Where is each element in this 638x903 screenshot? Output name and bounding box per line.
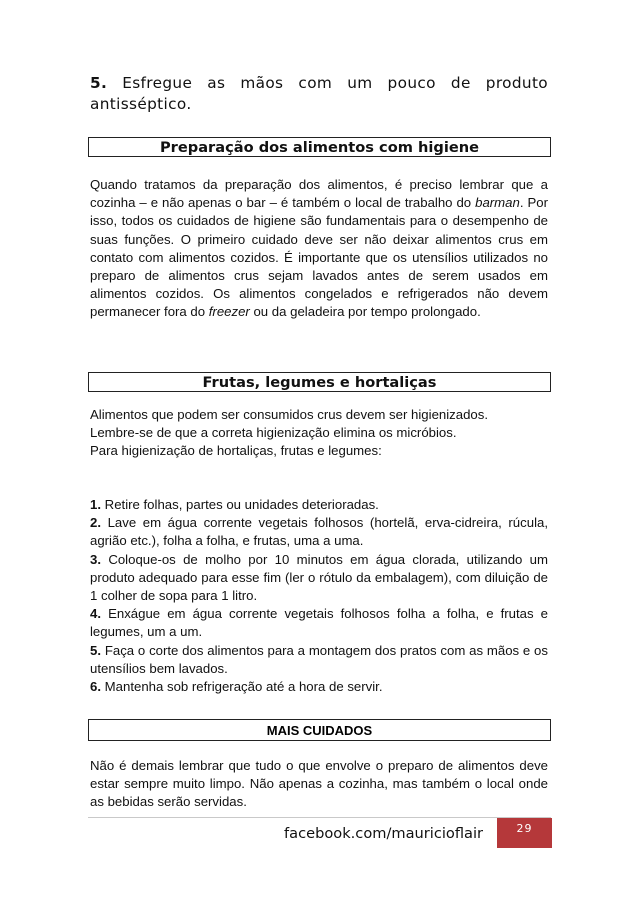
hygiene-step-text: Retire folhas, partes ou unidades deterioradas.: [104, 497, 379, 512]
hygiene-step-text: Coloque-os de molho por 10 minutos em água clorada, utilizando um produto adequado para esse fim (ler o rótulo da embalagem), com diluição de 1 colher de sopa para 1 litro.: [90, 551, 549, 604]
intro-step-number: 5.: [90, 74, 108, 92]
section-heading-food-prep: [88, 137, 551, 157]
section-heading-more-care-title: MAIS CUIDADOS: [266, 723, 373, 738]
hygiene-step: [90, 514, 548, 550]
section-heading-more-care: [88, 719, 551, 741]
food-prep-text-a: Quando tratamos da preparação dos alimentos, é preciso lembrar que a cozinha – e não apenas o bar – é também o local de trabalho do: [90, 177, 548, 211]
hygiene-step: [90, 678, 548, 696]
section-heading-food-prep-title: Preparação dos alimentos com higiene: [159, 139, 480, 156]
fruits-intro-line: Para higienização de hortaliças, frutas e legumes:: [90, 443, 382, 459]
hygiene-step-text: Enxágue em água corrente vegetais folhosos folha a folha, e frutas e legumes, um a um.: [90, 606, 548, 640]
fruits-intro-line: Alimentos que podem ser consumidos crus devem ser higienizados.: [90, 407, 489, 422]
hygiene-step-number: 2.: [90, 515, 101, 531]
food-prep-text-c: ou da geladeira por tempo prolongado.: [249, 304, 481, 320]
freezer-term: freezer: [208, 304, 250, 320]
more-care-paragraph: Não é demais lembrar que tudo o que envolve o preparo de alimentos deve estar sempre muito limpo. Não apenas a cozinha, mas também o local onde as bebidas serão servidas.: [90, 758, 548, 810]
section-heading-fruits-title: Frutas, legumes e hortaliças: [202, 374, 437, 391]
hygiene-step-number: 4.: [90, 606, 101, 622]
fruits-intro-line: Lembre-se de que a correta higienização elimina os micróbios.: [90, 425, 457, 441]
food-prep-text-b: . Por isso, todos os cuidados de higiene são fundamentais para o desempenho de suas funções. O primeiro cuidado deve ser não deixar alimentos crus em contato com alimentos cozidos. É importante que os utensílios utilizados no preparo de alimentos crus sejam lavados antes de serem usados em alimentos cozidos. Os alimentos congelados e refrigerados não devem permanecer fora do: [90, 195, 549, 320]
page-number-badge: 29: [497, 818, 552, 848]
footer-site-link[interactable]: facebook.com/mauricioflair: [284, 825, 484, 842]
barman-term: barman: [475, 195, 520, 211]
hygiene-step-number: 3.: [90, 551, 101, 567]
section-heading-fruits: [88, 372, 551, 392]
hygiene-step: [90, 605, 548, 641]
hygiene-step-text: Faça o corte dos alimentos para a montagem dos pratos com as mãos e os utensílios bem lavados.: [90, 642, 548, 676]
fruits-intro: [90, 406, 548, 461]
intro-step-text: Esfregue as mãos com um pouco de produto antisséptico.: [90, 74, 548, 113]
footer-divider: [88, 817, 551, 818]
hygiene-step-number: 6.: [90, 679, 101, 695]
hygiene-step: [90, 642, 548, 678]
hygiene-step-number: 5.: [90, 642, 101, 658]
hygiene-step-number: 1.: [90, 497, 101, 512]
hygiene-step: [90, 496, 548, 514]
hygiene-step-text: Mantenha sob refrigeração até a hora de servir.: [104, 679, 383, 695]
hygiene-step-text: Lave em água corrente vegetais folhosos (hortelã, erva-cidreira, rúcula, agrião etc.), folha a folha, e frutas, uma a uma.: [90, 515, 549, 549]
hygiene-steps-list: [90, 496, 548, 696]
intro-step: [90, 73, 548, 115]
food-prep-paragraph: [90, 176, 548, 322]
hygiene-step: [90, 551, 548, 606]
